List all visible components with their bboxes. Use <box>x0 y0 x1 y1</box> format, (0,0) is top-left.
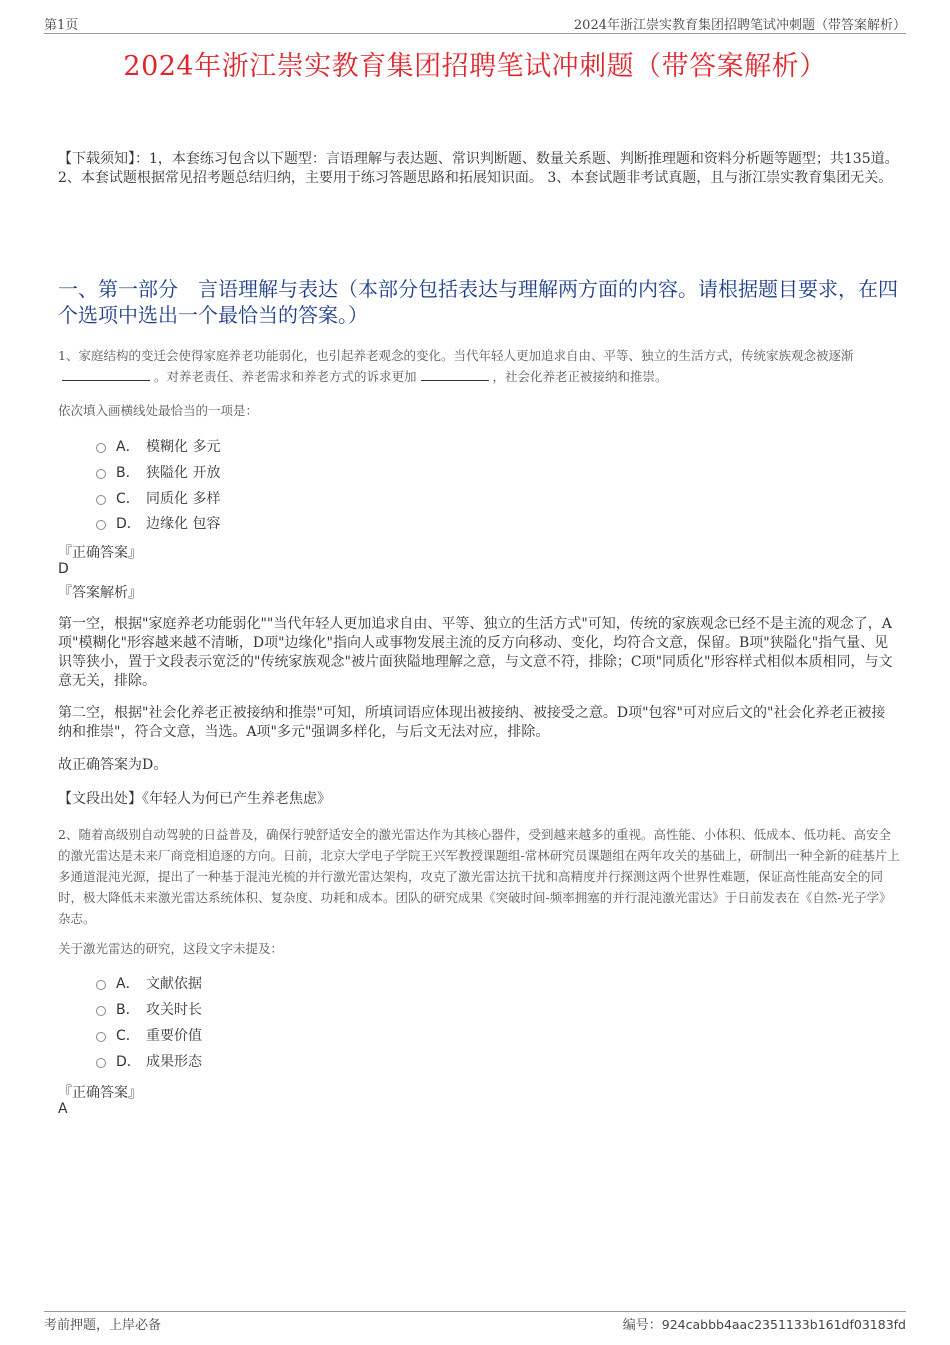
q2-option-a[interactable] <box>96 973 202 993</box>
radio-icon[interactable] <box>96 520 106 530</box>
option-letter: B． <box>116 1002 140 1018</box>
document-title: 2024年浙江崇实教育集团招聘笔试冲刺题（带答案解析） <box>123 51 827 82</box>
footer-slogan: 考前押题，上岸必备 <box>44 1318 162 1333</box>
option-text: 狭隘化 开放 <box>146 465 221 481</box>
footer-code <box>623 1314 906 1333</box>
question-1-text-part2: 。对养老责任、养老需求和养老方式的诉求更加 <box>154 369 417 384</box>
question-1-prompt: 依次填入画横线处最恰当的一项是： <box>58 403 259 418</box>
q1-analysis-para-2: 第二空，根据"社会化养老正被接纳和推崇"可知，所填词语应体现出被接纳、被接受之意。D项"包容"可对应后文的"社会化养老正被接纳和推崇"，符合文意，当选。A项"多元"强调多样化，与后文无法对应，排除。 <box>58 705 886 740</box>
footer-divider <box>44 1311 906 1312</box>
option-text: 成果形态 <box>146 1054 202 1070</box>
q2-answer-label: 『正确答案』 <box>58 1085 142 1101</box>
radio-icon[interactable] <box>96 469 106 479</box>
footer-code-value: 924cabbb4aac2351133b161df03183fd <box>661 1317 906 1332</box>
q1-source: 【文段出处】《年轻人为何已产生养老焦虑》 <box>58 791 331 807</box>
footer-code-label: 编号： <box>622 1318 662 1333</box>
section-heading: 一、第一部分 言语理解与表达（本部分包括表达与理解两方面的内容。请根据题目要求，在四个选项中选出一个最恰当的答案。） <box>58 277 898 327</box>
blank-1 <box>62 367 150 381</box>
option-text: 同质化 多样 <box>146 491 221 507</box>
option-letter: B． <box>116 465 140 481</box>
download-notice: 【下载须知】：1，本套练习包含以下题型：言语理解与表达题、常识判断题、数量关系题、判断推理题和资料分析题等题型；共135道。 2、本套试题根据常见招考题总结归纳，主要用于练习答题思路和拓展知识面。 3、本套试题非考试真题，且与浙江崇实教育集团无关。 <box>58 151 899 186</box>
option-text: 模糊化 多元 <box>146 439 221 455</box>
option-text: 边缘化 包容 <box>146 516 221 532</box>
option-text: 攻关时长 <box>146 1002 202 1018</box>
page-number: 第1页 <box>44 18 79 33</box>
q1-answer: D <box>58 561 69 577</box>
option-letter: A． <box>116 439 140 455</box>
header-divider <box>44 33 906 34</box>
question-1-text-part3: ，社会化养老正被接纳和推崇。 <box>492 369 668 384</box>
option-letter: D． <box>116 516 141 532</box>
radio-icon[interactable] <box>96 1058 106 1068</box>
q1-option-d[interactable] <box>96 513 220 533</box>
q1-analysis-para-1: 第一空，根据"家庭养老功能弱化""当代年轻人更加追求自由、平等、独立的生活方式"可知，传统的家族观念已经不是主流的观念了，A项"模糊化"形容越来越不清晰，D项"边缘化"指向人或事物发展主流的反方向移动、变化，均符合文意，保留。B项"狭隘化"指气量、见识等狭小，置于文段表示宽泛的"传统家族观念"被片面狭隘地理解之意，与文意不符，排除；C项"同质化"形容样式相似本质相同，与文意无关，排除。 <box>58 616 893 689</box>
question-2-prompt: 关于激光雷达的研究，这段文字未提及： <box>58 941 284 956</box>
q2-option-d[interactable] <box>96 1051 202 1071</box>
option-letter: C． <box>116 1028 140 1044</box>
blank-2 <box>421 367 489 381</box>
radio-icon[interactable] <box>96 443 106 453</box>
option-text: 文献依据 <box>146 976 202 992</box>
running-header-title: 2024年浙江崇实教育集团招聘笔试冲刺题（带答案解析） <box>573 18 906 33</box>
q2-option-c[interactable] <box>96 1025 202 1045</box>
radio-icon[interactable] <box>96 1032 106 1042</box>
option-letter: C． <box>116 491 140 507</box>
q1-option-b[interactable] <box>96 462 220 482</box>
option-letter: D． <box>116 1054 141 1070</box>
q1-option-c[interactable] <box>96 488 220 508</box>
option-text: 重要价值 <box>146 1028 202 1044</box>
q1-conclusion: 故正确答案为D。 <box>58 757 168 773</box>
q1-option-a[interactable] <box>96 436 220 456</box>
radio-icon[interactable] <box>96 495 106 505</box>
radio-icon[interactable] <box>96 1006 106 1016</box>
q2-answer: A <box>58 1101 68 1117</box>
question-1-text <box>58 345 903 387</box>
question-1-text-part1: 1、家庭结构的变迁会使得家庭养老功能弱化，也引起养老观念的变化。当代年轻人更加追求自由、平等、独立的生活方式，传统家族观念被逐渐 <box>58 348 854 363</box>
question-2-text: 2、随着高级别自动驾驶的日益普及，确保行驶舒适安全的激光雷达作为其核心器件，受到越来越多的重视。高性能、小体积、低成本、低功耗、高安全的激光雷达是未来厂商竞相追逐的方向。日前，北京大学电子学院王兴军教授课题组-常林研究员课题组在两年攻关的基础上，研制出一种全新的硅基片上多通道混沌光源，提出了一种基于混沌光梳的并行激光雷达架构，攻克了激光雷达抗干扰和高精度并行探测这两个世界性难题，保证高性能高安全的同时，极大降低未来激光雷达系统体积、复杂度、功耗和成本。团队的研究成果《突破时间-频率拥塞的并行混沌激光雷达》于日前发表在《自然-光子学》杂志。 <box>58 827 900 926</box>
q1-answer-label: 『正确答案』 <box>58 545 142 561</box>
q2-option-b[interactable] <box>96 999 202 1019</box>
radio-icon[interactable] <box>96 980 106 990</box>
q1-analysis-label: 『答案解析』 <box>58 585 142 601</box>
option-letter: A． <box>116 976 140 992</box>
